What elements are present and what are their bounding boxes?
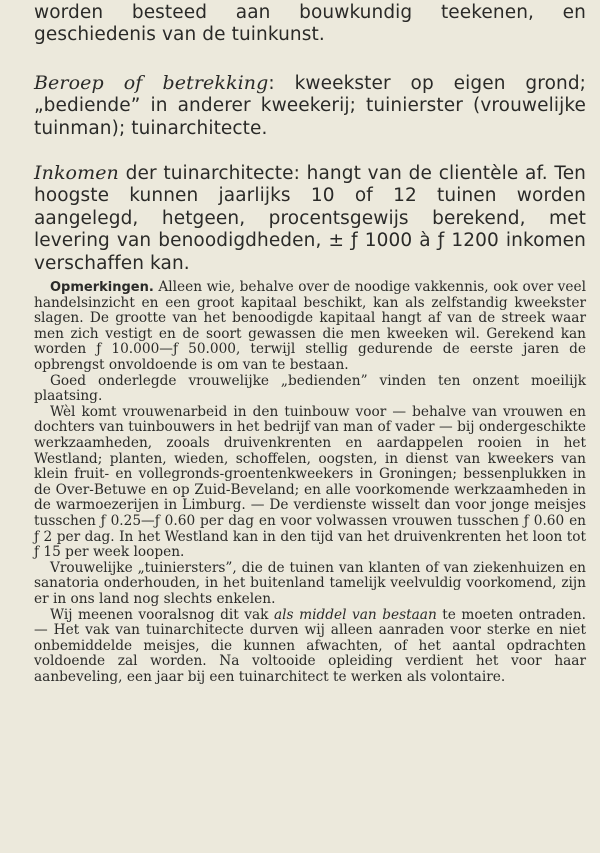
inkomen-text: der tuinarchitecte: hangt van de clientèle af. Ten hoogste kunnen jaarlijks 10 of 12 tuinen worden aangelegd, hetgeen, procentsgewijs berekend, met levering van benoodigdheden, ± ƒ 1000 à ƒ 1200 inkomen verschaffen kan. (34, 163, 586, 274)
beroep-text: : kweekster op eigen grond; „bediende” in anderer kweekerij; tuinierster (vrouwelijke tuinman); tuinarchitecte. (34, 72, 586, 139)
remarks-text-5b: te moeten ontraden. — Het vak van tuinarchitecte durven wij alleen aanraden voor sterke en niet onbemiddelde meisjes, die kunnen afwachten, of het aantal opdrachten voldoende zal worden. Na voltooide opleiding verdient het voor haar aanbeveling, een jaar bij een tuinarchitect te werken als volontaire. (34, 606, 586, 685)
spacer (34, 140, 586, 162)
document-page (34, 2, 586, 686)
spacer (34, 47, 586, 72)
remarks-paragraph-2: Goed onderlegde vrouwelijke „bedienden” vinden ten onzent moeilijk plaatsing. (34, 372, 586, 405)
remarks-section (34, 280, 586, 685)
remarks-text-1: Alleen wie, behalve over de noodige vakkennis, ook over veel handelsinzicht en een groot kapitaal beschikt, kan als zelfstandig kweekster slagen. De grootte van het benoodigde kapitaal hangt af van de streek waar men zich vestigt en de soort gewassen die men kweeken wil. Gerekend kan worden ƒ 10.000—ƒ 50.000, terwijl stellig gedurende de eerste jaren de opbrengst onvoldoende is om van te bestaan. (34, 279, 586, 374)
intro-paragraph: worden besteed aan bouwkundig teekenen, en geschiedenis van de tuinkunst. (34, 2, 586, 46)
beroep-paragraph (34, 72, 586, 140)
inkomen-paragraph (34, 162, 586, 275)
remarks-paragraph-1 (34, 280, 586, 374)
beroep-heading: Beroep of betrekking (34, 71, 269, 94)
remarks-lead: Opmerkingen. (50, 280, 154, 296)
inkomen-heading: Inkomen (34, 162, 119, 185)
remarks-paragraph-3: Wèl komt vrouwenarbeid in den tuinbouw voor — behalve van vrouwen en dochters van tuinbouwers in het bedrijf van man of vader — bij ondergeschikte werkzaamheden, zooals druivenkrenten en aardappelen rooien in het Westland; planten, wieden, schoffelen, oogsten, in dienst van kweekers van klein fruit- en vollegronds-groentenkweekers in Groningen; bessenplukken in de Over-Betuwe en op Zuid-Beveland; en alle voorkomende werkzaamheden in de warmoezerijen in Limburg. — De verdienste wisselt dan voor jonge meisjes tusschen ƒ 0.25—ƒ 0.60 per dag en voor volwassen vrouwen tusschen ƒ 0.60 en ƒ 2 per dag. In het Westland kan in den tijd van het druivenkrenten het loon tot ƒ 15 per week loopen. (34, 403, 586, 561)
remarks-paragraph-5 (34, 608, 586, 686)
remarks-text-5a: Wij meenen vooralsnog dit vak (50, 606, 274, 623)
remarks-emphasis: als middel van bestaan (274, 606, 437, 623)
remarks-paragraph-4: Vrouwelijke „tuiniersters”, die de tuinen van klanten of van ziekenhuizen en sanatoria onderhouden, in het buitenland tamelijk veelvuldig voorkomend, zijn er in ons land nog slechts enkelen. (34, 559, 586, 607)
